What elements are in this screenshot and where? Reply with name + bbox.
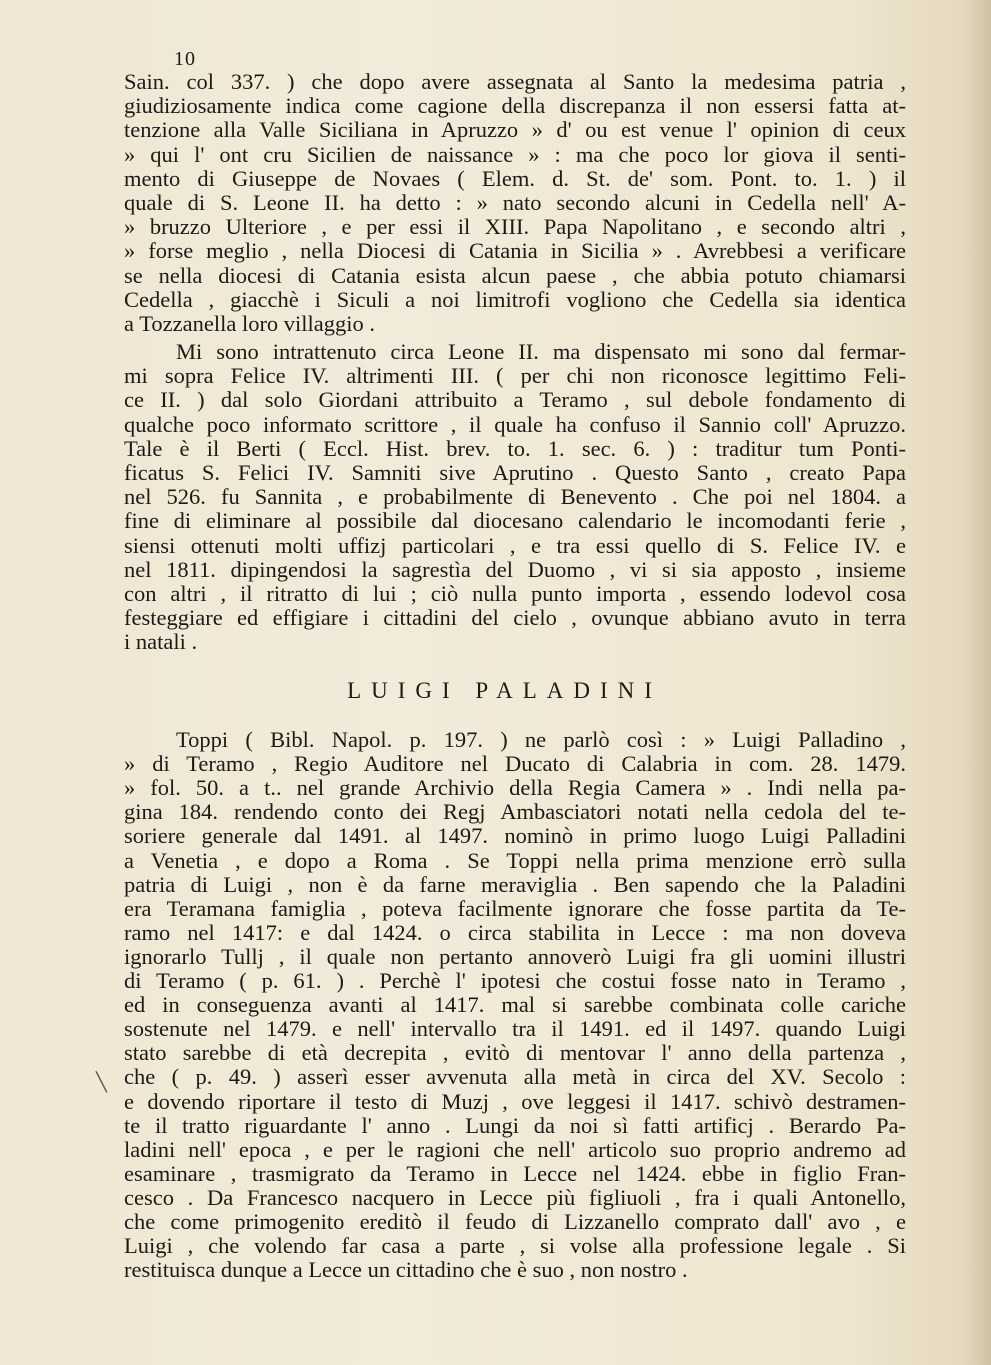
section-heading: LUIGI PALADINI [347, 678, 662, 703]
text-line: stato sarebbe di età decrepita , evitò di mentovar l' anno della partenza , [124, 1040, 906, 1066]
text-line: quale di S. Leone II. ha detto : » nato secondo alcuni in Cedella nell' A- [124, 190, 906, 215]
text-line: ce II. ) dal solo Giordani attribuito a Teramo , sul debole fondamento di [124, 387, 906, 413]
text-line: te il tratto riguardante l' anno . Lungi da noi sì fatti artificj . Berardo Pa- [124, 1112, 906, 1138]
text-line: con altri , il ritratto di lui ; ciò nulla punto importa , essendo lodevol cosa [124, 581, 906, 606]
text-line: gina 184. rendendo conto dei Regj Ambasciatori notati nella cedola del te- [124, 799, 906, 825]
text-line: se nella diocesi di Catania esista alcun paese , che abbia potuto chiamarsi [124, 262, 906, 288]
page-number: 10 [174, 48, 196, 70]
text-line: Luigi , che volendo far casa a parte , si volse alla professione legale . Si [124, 1233, 906, 1259]
text-line: cesco . Da Francesco nacquero in Lecce più figliuoli , fra i quali Antonello, [124, 1184, 906, 1210]
text-line: ramo nel 1417: e dal 1424. o circa stabilita in Lecce : ma non doveva [124, 919, 906, 945]
text-line: e dovendo riportare il testo di Muzj , ove leggesi il 1417. schivò destramen- [124, 1088, 906, 1114]
text-line: tenzione alla Valle Siciliana in Apruzzo » d' ou est venue l' opinion di ceux [124, 117, 906, 143]
text-line: era Teramana famiglia , poteva facilmente ignorare che fosse partita da Te- [124, 895, 906, 921]
text-line: fine di eliminare al possibile dal diocesano calendario le incomodanti ferie , [124, 508, 906, 534]
text-line: Cedella , giacchè i Siculi a noi limitrofi vogliono che Cedella sia identica [124, 286, 906, 312]
text-line: ignorarlo Tullj , il quale non pertanto annoverò Luigi fra gli uomini illustri [124, 943, 906, 969]
text-line: qualche poco informato scrittore , il quale ha confuso il Sannio coll' Apruzzo. [124, 411, 906, 437]
text-line: sostenute nel 1479. e nell' intervallo tra il 1491. ed il 1497. quando Luigi [124, 1016, 906, 1042]
text-line: ficatus S. Felici IV. Samniti sive Aprutino . Questo Santo , creato Papa [124, 460, 906, 485]
text-line: nel 1811. dipingendosi la sagrestìa del Duomo , vi si sia apposto , insieme [124, 556, 906, 582]
text-line: a Tozzanella loro villaggio . [124, 311, 376, 336]
text-line: a Venetia , e dopo a Roma . Se Toppi nella prima menzione errò sulla [124, 847, 906, 873]
text-line: esaminare , trasmigrato da Teramo in Lecce nel 1424. ebbe in figlio Fran- [124, 1160, 906, 1186]
text-line: patria di Luigi , non è da farne meraviglia . Ben sapendo che la Paladini [124, 871, 906, 897]
text-line: » di Teramo , Regio Auditore nel Ducato di Calabria in com. 28. 1479. [124, 751, 906, 777]
text-line: Tale è il Berti ( Eccl. Hist. brev. to. 1. sec. 6. ) : traditur tum Ponti- [124, 435, 906, 461]
text-line: » qui l' ont cru Sicilien de naissance » : ma che poco lor giova il senti- [124, 141, 906, 167]
text-line: festeggiare ed effigiare i cittadini del cielo , ovunque abbiano avuto in terra [124, 605, 906, 631]
text-line: mi sopra Felice IV. altrimenti III. ( per chi non riconosce legittimo Feli- [124, 363, 906, 389]
text-line: di Teramo ( p. 61. ) . Perchè l' ipotesi che costui fosse nato in Teramo , [124, 968, 906, 993]
text-line: Toppi ( Bibl. Napol. p. 197. ) ne parlò così : » Luigi Palladino , [176, 727, 906, 752]
text-line: che come primogenito ereditò il feudo di Lizzanello comprato dall' avo , e [124, 1209, 906, 1234]
text-line: Sain. col 337. ) che dopo avere assegnata al Santo la medesima patria , [124, 69, 906, 94]
text-line: mento di Giuseppe de Novaes ( Elem. d. St. de' som. Pont. to. 1. ) il [124, 165, 906, 191]
text-line: » forse meglio , nella Diocesi di Catania in Sicilia » . Avrebbesi a verificare [124, 238, 906, 264]
text-line: nel 526. fu Sannita , e probabilmente di Benevento . Che poi nel 1804. a [124, 484, 906, 510]
text-line: ed in conseguenza avanti al 1417. mal si sarebbe combinata colle cariche [124, 992, 906, 1018]
text-line: siensi ottenuti molti uffizj particolari , e tra essi quello di S. Felice IV. e [124, 532, 906, 558]
text-line: Mi sono intrattenuto circa Leone II. ma dispensato mi sono dal fermar- [176, 339, 906, 364]
text-line: » fol. 50. a t.. nel grande Archivio della Regia Camera » . Indi nella pa- [124, 775, 906, 801]
text-line: soriere generale dal 1491. al 1497. nominò in primo luogo Luigi Palladini [124, 823, 906, 849]
text-line: » bruzzo Ulteriore , e per essi il XIII. Papa Napolitano , e secondo altri , [124, 214, 906, 240]
margin-mark: ╲ [96, 1072, 107, 1092]
text-line: giudiziosamente indica come cagione della discrepanza il non essersi fatta at- [124, 93, 906, 119]
text-line: restituisca dunque a Lecce un cittadino che è suo , non nostro . [124, 1257, 688, 1283]
text-line: che ( p. 49. ) asserì esser avvenuta alla metà in circa del XV. Secolo : [124, 1064, 906, 1090]
text-line: i natali . [124, 629, 198, 655]
text-line: ladini nell' epoca , e per le ragioni che nell' articolo suo proprio andremo ad [124, 1136, 906, 1162]
